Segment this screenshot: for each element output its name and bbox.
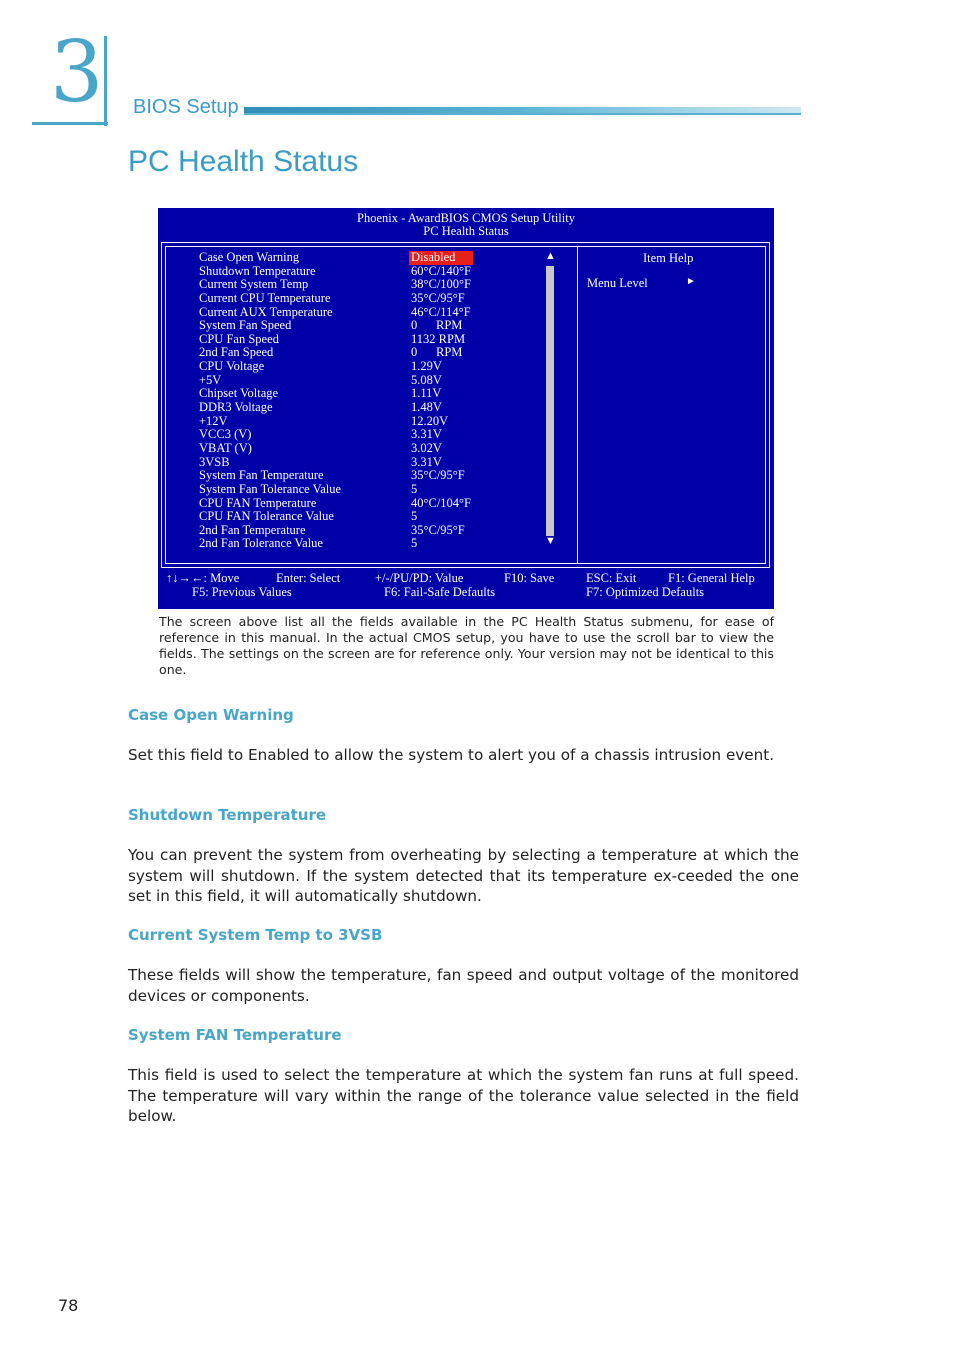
bios-row-label: Current AUX Temperature xyxy=(199,304,333,319)
section-heading-current-system-temp: Current System Temp to 3VSB xyxy=(128,926,383,944)
chapter-vertical-rule xyxy=(104,36,107,126)
bios-row-label: 2nd Fan Speed xyxy=(199,345,274,360)
section-body-shutdown-temp: You can prevent the system from overheating by selecting a temperature at which the system will shutdown. If the system detected that its temperature ex-ceeded the one set in this field, it will automatically shutdown. xyxy=(128,846,799,905)
section-body-current-system-temp: These fields will show the temperature, fan speed and output voltage of the monitored devices or components. xyxy=(128,966,799,1005)
section-heading-shutdown-temp: Shutdown Temperature xyxy=(128,806,327,824)
bios-row-label: CPU Voltage xyxy=(199,359,265,374)
bios-row-value: 3.02V xyxy=(411,440,442,455)
bios-row-label: VCC3 (V) xyxy=(199,427,252,442)
key-hint-exit: ESC: Exit xyxy=(586,571,637,585)
key-hint-previous: F5: Previous Values xyxy=(192,585,292,599)
bios-row-label: System Fan Speed xyxy=(199,318,292,333)
bios-title: Phoenix - AwardBIOS CMOS Setup Utility xyxy=(357,211,575,225)
bios-row-value: 1.11V xyxy=(411,386,442,401)
screenshot-caption: The screen above list all the fields available in the PC Health Status submenu, for ease of reference in this manual. In the actual CMOS setup, you have to use the scroll bar to view the fields. The settings on the screen are for reference only. Your version may not be identical to this one. xyxy=(159,614,774,677)
bios-row-label: CPU Fan Speed xyxy=(199,331,279,346)
menu-level-arrow-icon: ► xyxy=(686,276,696,287)
bios-row-value: 1.29V xyxy=(411,359,442,374)
section-heading-case-open: Case Open Warning xyxy=(128,706,294,724)
bios-row-label: 3VSB xyxy=(199,454,230,469)
bios-row-value: 5.08V xyxy=(411,372,442,387)
bios-row-value: 12.20V xyxy=(411,413,449,428)
key-hint-move: ↑↓→←: Move xyxy=(166,571,240,585)
bios-row-value: 60°C/140°F xyxy=(411,263,472,278)
bios-row-label: +12V xyxy=(199,413,228,428)
menu-level-label: Menu Level xyxy=(587,276,648,290)
bios-row-label: CPU FAN Temperature xyxy=(199,495,317,510)
chapter-number: 3 xyxy=(50,23,104,121)
key-hint-value: +/-/PU/PD: Value xyxy=(375,571,464,585)
page-title: PC Health Status xyxy=(128,145,359,178)
bios-row-label: Current System Temp xyxy=(199,277,309,292)
bios-row-label: Current CPU Temperature xyxy=(199,290,331,305)
bios-row-value-selected[interactable]: Disabled xyxy=(409,251,473,265)
key-hint-help: F1: General Help xyxy=(668,571,755,585)
bios-row-value: 5 xyxy=(411,509,418,524)
bios-row-label: Shutdown Temperature xyxy=(199,263,316,278)
key-hint-optimized: F7: Optimized Defaults xyxy=(586,585,705,599)
bios-row-label: DDR3 Voltage xyxy=(199,400,273,415)
section-body-system-fan-temp: This field is used to select the temperature at which the system fan runs at full speed. The temperature will vary within the range of the tolerance value selected in the field below. xyxy=(128,1066,799,1125)
bios-row-label: Case Open Warning xyxy=(199,250,300,264)
key-hint-failsafe: F6: Fail-Safe Defaults xyxy=(384,585,496,599)
section-label: BIOS Setup xyxy=(133,96,239,118)
bios-row-label: System Fan Temperature xyxy=(199,468,324,483)
key-hint-select: Enter: Select xyxy=(276,571,341,585)
scrollbar[interactable] xyxy=(546,266,554,536)
bios-panel-divider xyxy=(577,246,578,564)
bios-row-label: Chipset Voltage xyxy=(199,386,279,401)
page-number: 78 xyxy=(58,1296,79,1315)
bios-row-value: 3.31V xyxy=(411,427,442,442)
bios-row-value: 38°C/100°F xyxy=(411,277,472,292)
item-help-heading: Item Help xyxy=(643,251,694,265)
bios-row-value: 35°C/95°F xyxy=(411,290,465,305)
section-heading-system-fan-temp: System FAN Temperature xyxy=(128,1026,342,1044)
key-hint-save: F10: Save xyxy=(504,571,555,585)
bios-row-label: 2nd Fan Tolerance Value xyxy=(199,536,323,551)
bios-row-value: 0 RPM xyxy=(411,345,463,360)
section-body-case-open: Set this field to Enabled to allow the system to alert you of a chassis intrusion event. xyxy=(128,746,775,764)
bios-row-value: 5 xyxy=(411,481,418,496)
bios-row-label: CPU FAN Tolerance Value xyxy=(199,509,334,524)
bios-row-value: 35°C/95°F xyxy=(411,522,465,537)
bios-row-value: 3.31V xyxy=(411,454,442,469)
header-rule xyxy=(244,113,801,115)
chapter-horizontal-rule xyxy=(32,122,108,125)
bios-subtitle: PC Health Status xyxy=(423,224,509,238)
bios-screen xyxy=(158,208,774,609)
bios-row-value: 35°C/95°F xyxy=(411,468,465,483)
bios-row-value: 5 xyxy=(411,536,418,551)
bios-row-value: 46°C/114°F xyxy=(411,304,471,319)
scroll-up-arrow-icon[interactable]: ▲ xyxy=(545,250,556,262)
bios-row-label: System Fan Tolerance Value xyxy=(199,481,342,496)
bios-row-value: 40°C/104°F xyxy=(411,495,472,510)
bios-row-label: 2nd Fan Temperature xyxy=(199,522,306,537)
bios-row-label: VBAT (V) xyxy=(199,440,252,455)
bios-row-value: 1.48V xyxy=(411,400,442,415)
bios-row-value: 1132 RPM xyxy=(411,331,466,346)
scroll-down-arrow-icon[interactable]: ▼ xyxy=(545,535,556,547)
bios-row-value: 0 RPM xyxy=(411,318,463,333)
bios-row-label: +5V xyxy=(199,372,222,387)
